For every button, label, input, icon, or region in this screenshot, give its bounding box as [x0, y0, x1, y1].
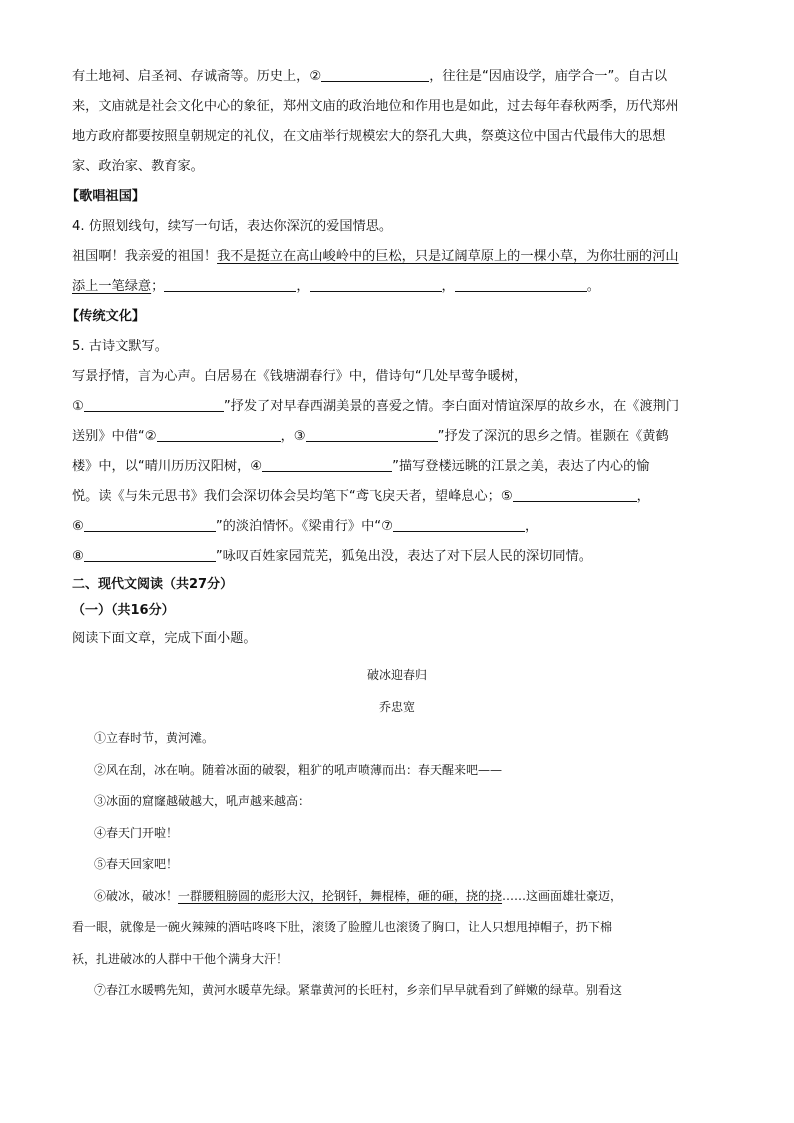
- answer-blank-2[interactable]: [321, 67, 429, 82]
- reading-instruction: 阅读下面文章，完成下面小题。: [72, 631, 257, 646]
- article-title: 破冰迎春归: [366, 668, 427, 682]
- culture-line-5: 悦。读《与朱元思书》我们会深切体会吴均笔下“鸢飞戾天者，望峰息心；⑤ ，: [72, 489, 650, 504]
- temple-line-1: 有土地祠、启圣祠、存诚斋等。历史上，② ，往往是“因庙设学，庙学合一”。自古以: [72, 69, 668, 84]
- reading-heading: 二、现代文阅读（共27分）: [72, 577, 234, 592]
- continue-blank-3[interactable]: [455, 277, 587, 292]
- underlined-sentence: 一群腰粗膀圆的彪形大汉，抡钢钎，舞棍棒，砸的砸，挠的挠: [178, 888, 503, 903]
- article-author: 乔忠宽: [378, 699, 415, 714]
- poem-blank-5[interactable]: [513, 487, 637, 502]
- model-sentence: 我不是挺立在高山峻岭中的巨松，只是辽阔草原上的一棵小草，为你壮丽的河山: [217, 249, 679, 264]
- culture-line-1: 写景抒情，言为心声。白居易在《钱塘湖春行》中，借诗句“几处早莺争暖树，: [72, 369, 528, 384]
- question-4: 4. 仿照划线句，续写一句话，表达你深沉的爱国情思。: [72, 219, 393, 234]
- sing-line-2: 添上一笔绿意； ， ， 。: [72, 279, 600, 294]
- question-5: 5. 古诗文默写。: [72, 339, 168, 354]
- document-page: [66, 62, 722, 1007]
- continue-blank-2[interactable]: [310, 277, 442, 292]
- poem-blank-4[interactable]: [262, 457, 392, 472]
- poem-blank-6[interactable]: [84, 517, 216, 532]
- poem-blank-1[interactable]: [84, 397, 224, 412]
- temple-line-4: 家、政治家、教育家。: [72, 159, 204, 174]
- poem-blank-8[interactable]: [84, 547, 216, 562]
- article-para-5: ⑤春天回家吧！: [94, 857, 179, 871]
- poem-blank-7[interactable]: [393, 517, 525, 532]
- culture-line-2: ① ”抒发了对早春西湖美景的喜爱之情。李白面对情谊深厚的故乡水，在《渡荆门: [72, 399, 680, 414]
- article-para-7: ⑦春江水暖鸭先知，黄河水暖草先绿。紧靠黄河的长旺村，乡亲们早早就看到了鲜嫩的绿草。别看这: [94, 983, 623, 997]
- continue-blank-1[interactable]: [164, 277, 296, 292]
- article-para-1: ①立春时节，黄河滩。: [94, 731, 215, 745]
- sing-line-1: 祖国啊！我亲爱的祖国！我不是挺立在高山峻岭中的巨松，只是辽阔草原上的一棵小草，为你壮丽的河山: [72, 249, 679, 264]
- article-para-6-line-2: 看一眼，就像是一碗火辣辣的酒咕咚咚下肚，滚烫了脸膛儿也滚烫了胸口，让人只想甩掉帽子，扔下棉: [72, 920, 613, 934]
- culture-line-6: ⑥ ”的淡泊情怀。《梁甫行》中“⑦ ，: [72, 519, 539, 534]
- culture-line-4: 楼》中，以“晴川历历汉阳树，④ ”描写登楼远眺的江景之美，表达了内心的愉: [72, 459, 650, 474]
- culture-heading: 【传统文化】: [66, 309, 146, 324]
- reading-subheading: （一）（共16分）: [72, 603, 175, 618]
- article-para-2: ②风在刮，冰在响。随着冰面的破裂，粗犷的吼声喷薄而出：春天醒来吧——: [94, 762, 503, 777]
- poem-blank-2[interactable]: [157, 427, 281, 442]
- poem-blank-3[interactable]: [306, 427, 438, 442]
- sing-heading: 【歌唱祖国】: [66, 189, 146, 204]
- article-para-6: ⑥破冰，破冰！一群腰粗膀圆的彪形大汉，抡钢钎，舞棍棒，砸的砸，挠的挠……这画面雄壮豪迈，: [94, 888, 623, 903]
- culture-line-7: ⑧ ”咏叹百姓家园荒芜，狐兔出没，表达了对下层人民的深切同情。: [72, 549, 592, 564]
- temple-line-3: 地方政府都要按照皇朝规定的礼仪，在文庙举行规模宏大的祭孔大典，祭奠这位中国古代最伟大的思想: [72, 129, 666, 144]
- article-para-6-line-3: 袄，扎进破冰的人群中干他个满身大汗！: [72, 951, 289, 966]
- culture-line-3: 送别》中借“② ，③ ”抒发了深沉的思乡之情。崔颢在《黄鹤: [72, 429, 669, 444]
- article-para-3: ③冰面的窟窿越破越大，吼声越来越高：: [94, 794, 311, 808]
- article-para-4: ④春天门开啦！: [94, 825, 179, 840]
- temple-line-2: 来，文庙就是社会文化中心的象征，郑州文庙的政治地位和作用也是如此，过去每年春秋两季，历代郑州: [72, 99, 679, 114]
